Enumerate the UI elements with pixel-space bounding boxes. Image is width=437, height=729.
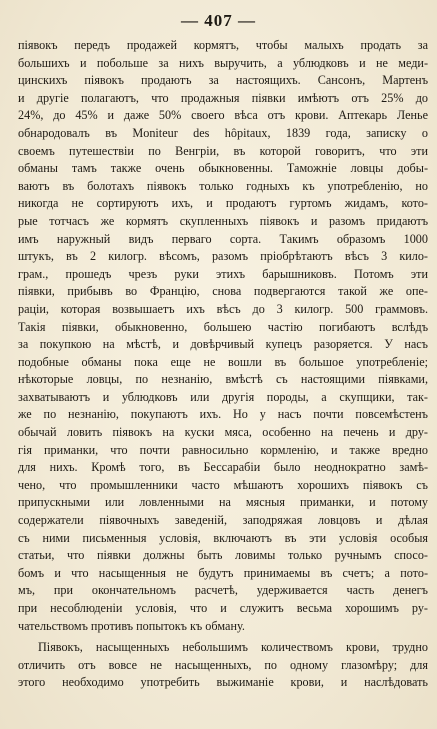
text-line: грам., прошедъ чрезъ руки этихъ барышниковъ. Потомъ эти [18, 266, 428, 281]
text-line: чательствомъ противъ попытокъ къ обману. [18, 618, 245, 633]
text-line: припускными или ловленными на мясныя приманки, и потому [18, 495, 428, 510]
text-line: нѣкоторые ловцы, по незнанію, вмѣстѣ съ настоящими піявками, [18, 372, 428, 387]
text-line: статьи, что піявки должны быть ловимы только ручнымъ спосо- [18, 548, 428, 563]
text-line: съ ними письменныя условія, включаютъ въ эти условія особыя [18, 530, 428, 545]
text-line: за покупкою на мѣстѣ, и довѣрчивый купецъ разоряется. У насъ [18, 337, 428, 352]
text-line: и другіе полагаютъ, что продажныя піявки имѣютъ отъ 25% до [18, 90, 428, 105]
text-line: раціи, которая возвышаетъ ихъ вѣсъ до 3 килогр. 500 граммовъ. [18, 301, 428, 316]
text-line: обычай ловить піявокъ на куски мяса, особенно на печень и дру- [18, 425, 428, 440]
text-line: обманы тамъ также очень обыкновенны. Таможніе ловцы добы- [18, 161, 428, 176]
text-line: имъ наружный видъ перваго сорта. Такимъ образомъ 1000 [18, 231, 428, 246]
text-line: мъ, при окончательномъ расчетѣ, удерживается часть денегъ [18, 583, 428, 598]
text-line: штукъ, въ 2 килогр. вѣсомъ, разомъ пріобрѣтаютъ вѣсъ 3 кило- [18, 249, 428, 264]
text-line: никогда не сортируютъ ихъ, и продаютъ гуртомъ жидамъ, кото- [18, 196, 428, 211]
text-line: подобные обманы пока еще не вошли въ большое употребленіе; [18, 354, 428, 369]
text-line: піявокъ передъ продажей кормятъ, чтобы малыхъ продать за [18, 38, 428, 52]
text-line: содержатели піявочныхъ заведеній, заподряжая ловцовъ и дѣлая [18, 513, 428, 528]
text-line: обнародовалъ въ Moniteur des hôpitaux, 1839 года, записку о [18, 125, 428, 140]
text-line: Піявокъ, насыщенныхъ небольшимъ количествомъ крови, трудно [38, 640, 428, 655]
text-line: захватываютъ и ублюдковъ или другія породы, а скупщики, так- [18, 389, 428, 404]
text-line: большихъ и побольше за нихъ выручить, а ублюдковъ и не меди- [18, 55, 428, 70]
text-line: при несоблюденіи условія, что и служитъ весьма хорошимъ ру- [18, 601, 428, 615]
text-line: піявки, прибывъ во Францію, снова подвергаются такой же опе- [18, 284, 428, 299]
text-line: 24%, до 45% и даже 50% своего вѣса отъ крови. Аптекарь Ленье [18, 108, 428, 123]
text-line: цинскихъ піявокъ продаютъ за настоящихъ. Сансонъ, Мартенъ [18, 73, 428, 88]
text-line: ваютъ въ болотахъ піявокъ только годныхъ къ употребленію, но [18, 178, 428, 193]
paragraph-2 [18, 639, 428, 692]
body-text [18, 37, 428, 692]
text-line: рые тотчасъ же кормятъ скупленныхъ піявокъ и разомъ придаютъ [18, 213, 428, 228]
text-line: же по незнанію, покупаютъ ихъ. Но у насъ почти повсемѣстенъ [18, 407, 428, 422]
text-line: этого необходимо употребить выжиманіе крови, и наслѣдовать [18, 675, 428, 690]
text-line: бомъ и что насыщенныя не будутъ принимаемы въ счетъ; а пото- [18, 565, 428, 580]
text-line: отличить отъ вовсе не насыщенныхъ, по одному глазомѣру; для [18, 657, 428, 672]
page-number: — 407 — [181, 11, 256, 30]
text-line: Такія піявки, обыкновенно, большею частію погибаютъ вслѣдъ [18, 319, 428, 334]
text-line: гія приманки, что почти равносильно кормленію, и также вредно [18, 442, 428, 457]
paragraph-1 [18, 37, 428, 635]
text-line: для нихъ. Кромѣ того, въ Бессарабіи было неоднократно замѣ- [18, 460, 428, 475]
text-line: чено, что промышленники часто мѣшаютъ хорошихъ піявокъ съ [18, 477, 428, 492]
text-line: своемъ путешествіи по Венгріи, въ которой говоритъ, что эти [18, 143, 428, 158]
